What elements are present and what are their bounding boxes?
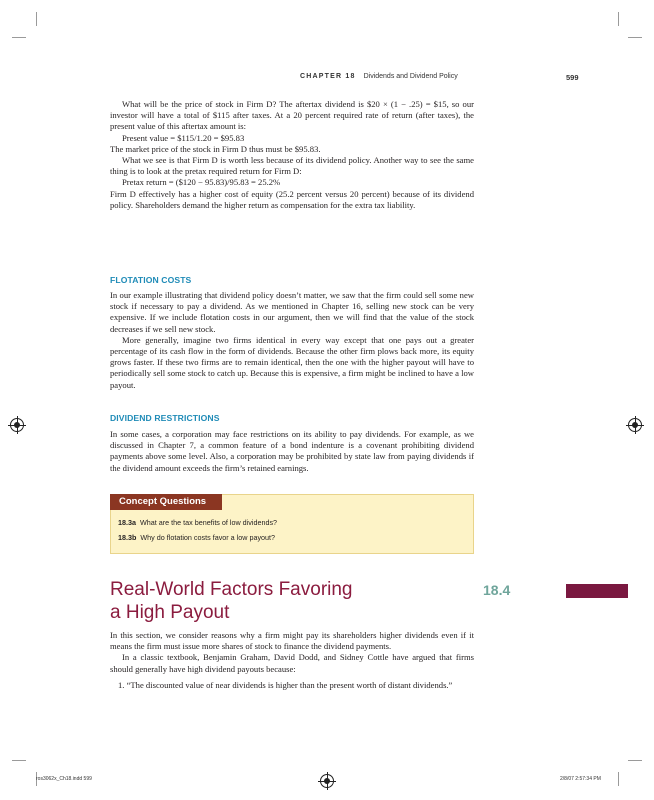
dividend-restrictions-heading: DIVIDEND RESTRICTIONS [110,413,220,423]
chapter-label: CHAPTER 18 [300,73,356,80]
registration-mark-icon [628,418,642,432]
concept-questions-title: Concept Questions [110,494,222,510]
paragraph: In some cases, a corporation may face restrictions on its ability to pay dividends. For example, as we discussed in Chapter 7, a common feature of a bond indenture is a covenant prohibiting dividend payments above some level. Also, a corporation may be prohibited by state law from paying dividends if the dividend amount exceeds the firm’s retained earnings. [110,429,474,473]
equation: Pretax return = ($120 − 95.83)/95.83 = 25.2% [122,177,281,188]
crop-mark [628,760,642,761]
chapter-title: Dividends and Dividend Policy [363,73,458,80]
section-title [110,578,410,624]
question-number: 18.3b [118,533,137,542]
question-text: Why do flotation costs favor a low payout? [140,533,276,542]
body-text-top [110,99,474,211]
question-number: 18.3a [118,518,136,527]
registration-mark-icon [320,774,334,788]
crop-mark [618,12,619,26]
question-text: What are the tax benefits of low dividends? [140,518,278,527]
section-number: 18.4 [483,582,511,598]
flotation-costs-heading: FLOTATION COSTS [110,275,192,285]
footer-file: ros3062x_Ch18.indd 599 [36,776,92,782]
section-title-line: a High Payout [110,602,230,623]
paragraph: What we see is that Firm D is worth less because of its dividend policy. Another way to see the same thing is to look at the pretax required return for Firm D: [110,155,474,177]
paragraph: In this section, we consider reasons why a firm might pay its shareholders higher dividends even if it means the firm must issue more shares of stock to finance the dividend payments. [110,630,474,652]
equation: Present value = $115/1.20 = $95.83 [122,132,245,143]
crop-mark [628,37,642,38]
crop-mark [12,760,26,761]
crop-mark [36,12,37,26]
concept-question-item [118,518,277,527]
section-body-text [110,630,474,691]
list-item [118,680,474,691]
paragraph: The market price of the stock in Firm D thus must be $95.83. [110,143,321,154]
paragraph: Firm D effectively has a higher cost of equity (25.2 percent versus 20 percent) because of its dividend policy. Shareholders demand the higher return as compensation for the extra tax liability. [110,188,474,210]
list-text: “The discounted value of near dividends is higher than the present worth of distant dividends.” [126,679,453,690]
paragraph: More generally, imagine two firms identical in every way except that one pays out a greater percentage of its cash flow in the form of dividends. Because the other firm plows back more, its equity grows faster. If these two firms are to remain identical, then the one with the higher payout will have to periodically sell some stock to catch up. Because this is expensive, a firm might be inclined to have a low payout. [110,334,474,390]
running-header [300,73,600,80]
concept-question-item [118,533,275,542]
paragraph: What will be the price of stock in Firm D? The aftertax dividend is $20 × (1 − .25) = $15, so our investor will have a total of $115 after taxes. At a 20 percent required rate of return (after taxes), the present value of this aftertax amount is: [110,99,474,132]
footer-timestamp: 2/8/07 2:57:34 PM [560,776,601,782]
paragraph: In a classic textbook, Benjamin Graham, David Dodd, and Sidney Cottle have argued that firms should generally have high dividend payouts because: [110,652,474,674]
page-number: 599 [566,73,579,82]
dividend-restrictions-text [110,429,474,474]
section-title-line: Real-World Factors Favoring [110,579,353,600]
crop-mark [618,772,619,786]
flotation-costs-text [110,290,474,391]
section-bar [566,584,628,598]
crop-mark [12,37,26,38]
paragraph: In our example illustrating that dividend policy doesn’t matter, we saw that the firm could sell some new stock if necessary to pay a dividend. As we mentioned in Chapter 16, selling new stock can be very expensive. If we include flotation costs in our argument, then we will find that the value of the stock decreases if we sell new stock. [110,290,474,334]
registration-mark-icon [10,418,24,432]
list-number: 1. [118,679,125,690]
